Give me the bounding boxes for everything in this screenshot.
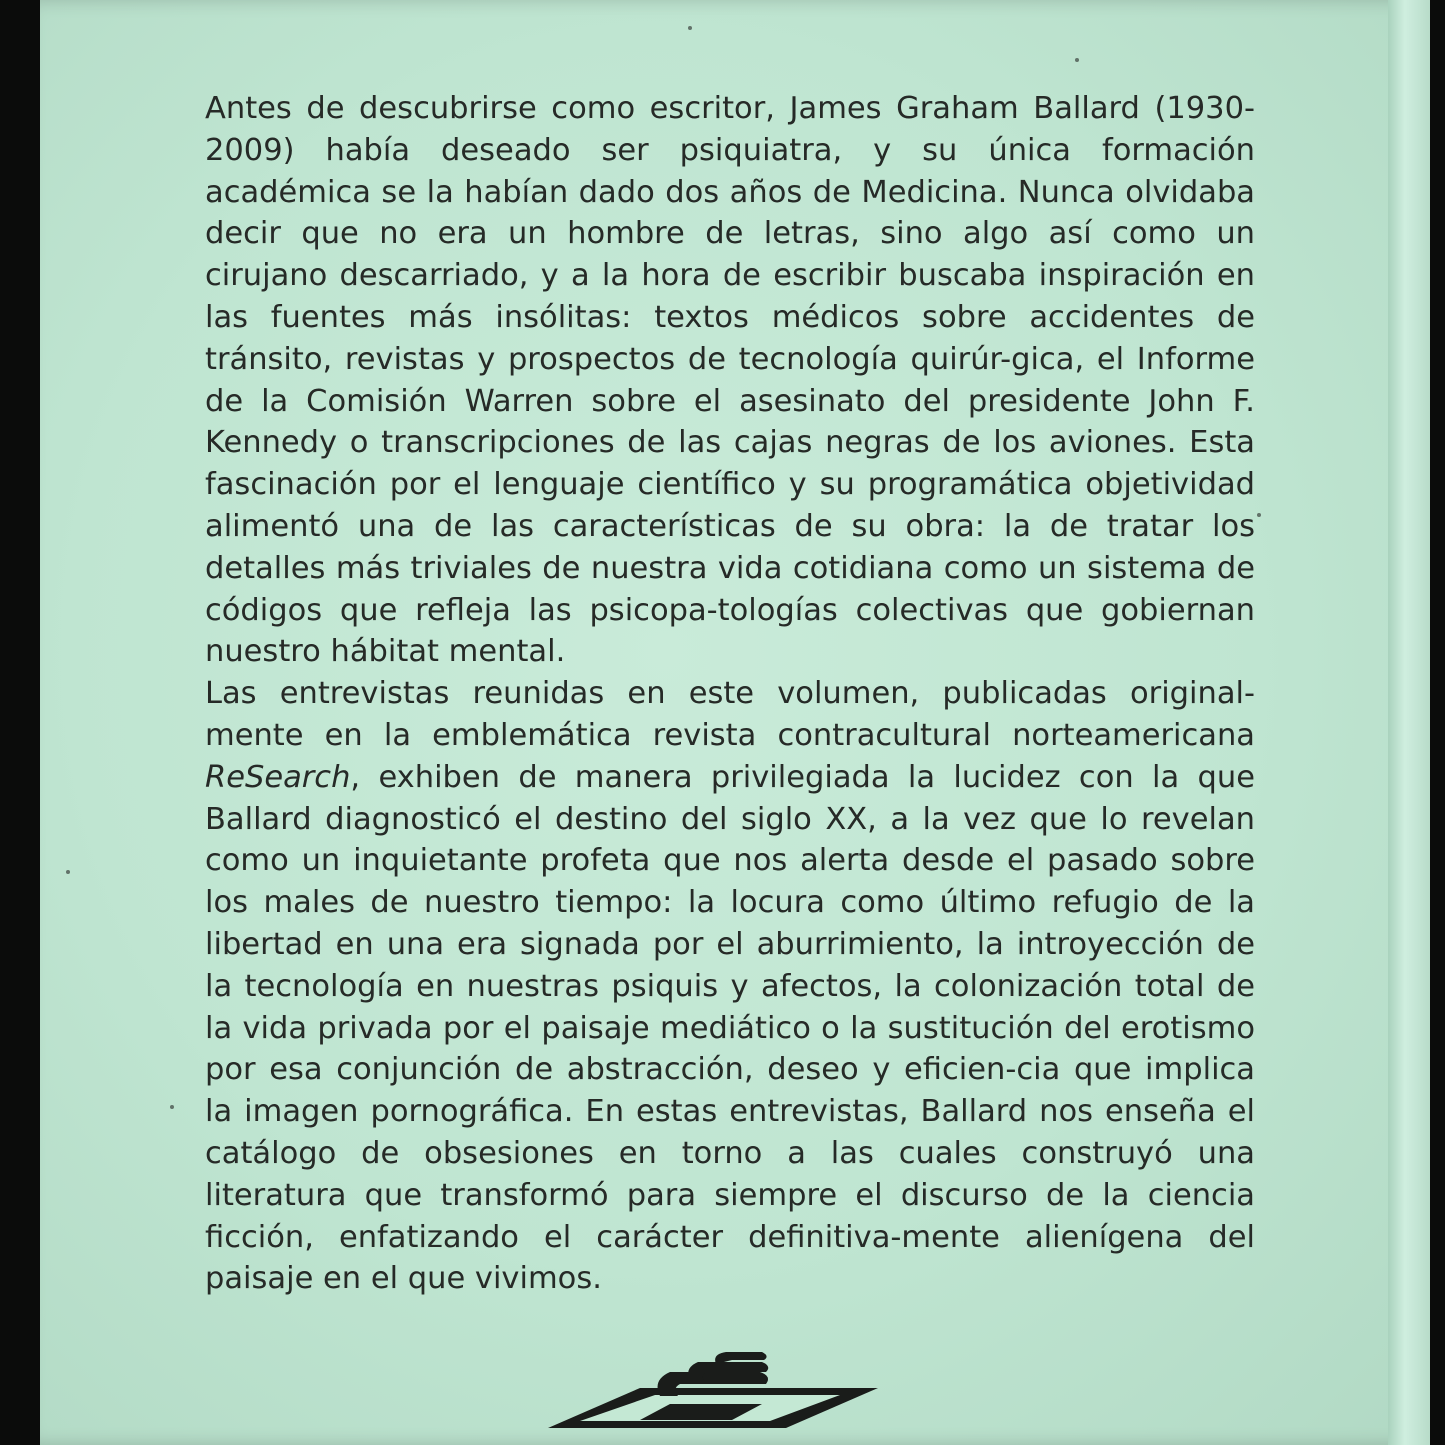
text-line: cia que implica la imagen pornográfica. En estas entrevistas, bbox=[205, 1052, 1255, 1130]
dust-speck bbox=[66, 870, 70, 874]
text-line: inspiración en las fuentes más insólitas: textos médicos sobre bbox=[205, 258, 1255, 335]
text-line: (1930-2009) había deseado ser psiquiatra, y su única formación bbox=[205, 91, 1255, 168]
text-line: Las entrevistas reunidas en este volumen, publicadas original- bbox=[205, 676, 1255, 712]
text-line: total de la vida privada por el paisaje mediático o la sustitución bbox=[205, 968, 1255, 1046]
text-line: académica se la habían dado dos años de Medicina. Nunca bbox=[205, 174, 1115, 210]
blurb-paragraph-1 bbox=[205, 88, 1255, 673]
text-line: Ballard diagnosticó el destino del siglo XX, a la vez que lo revelan bbox=[205, 801, 1255, 837]
text-line: mente alienígena del paisaje en el que vivimos. bbox=[205, 1219, 1255, 1297]
text-line: mente en la emblemática revista contracultural norteamericana bbox=[205, 717, 1255, 753]
magazine-title: ReSearch bbox=[205, 759, 351, 795]
dust-speck bbox=[688, 26, 692, 30]
text-line: programática objetividad alimentó una de las características de bbox=[205, 467, 1255, 544]
text-line: presidente John F. Kennedy o transcripciones de las cajas negras bbox=[205, 383, 1255, 461]
text-line: su obra: la de tratar los detalles más triviales de nuestra vida bbox=[205, 508, 1256, 586]
blurb-paragraph-2 bbox=[205, 673, 1255, 1300]
text-line: los males de nuestro tiempo: la locura como último refugio de la bbox=[205, 885, 1255, 921]
blurb-text bbox=[205, 88, 1255, 1300]
text-line: accidentes de tránsito, revistas y prospectos de tecnología quirúr- bbox=[205, 299, 1255, 377]
text-line: discurso de la ciencia ficción, enfatizando el carácter definitiva- bbox=[205, 1177, 1255, 1255]
dust-speck bbox=[1075, 58, 1079, 62]
text-line: de la tecnología en nuestras psiquis y afectos, la colonización bbox=[205, 926, 1255, 1004]
book-spine-edge bbox=[1388, 0, 1430, 1445]
text-line: del erotismo por esa conjunción de abstracción, deseo y eficien- bbox=[205, 1010, 1255, 1088]
text-line: olvidaba decir que no era un hombre de letras, sino algo así bbox=[205, 174, 1255, 252]
dust-speck bbox=[1257, 513, 1261, 517]
text-line: gica, el Informe de la Comisión Warren sobre el asesinato del bbox=[205, 341, 1255, 419]
publisher-logo-icon bbox=[540, 1350, 880, 1445]
dust-speck bbox=[170, 1105, 174, 1109]
text-line: libertad en una era signada por el aburrimiento, la introyección bbox=[205, 926, 1204, 962]
text-line: tologías colectivas que gobiernan nuestro hábitat mental. bbox=[205, 592, 1255, 670]
text-line: Ballard nos enseña el catálogo de obsesiones en torno a las bbox=[205, 1094, 1255, 1171]
text-line: cuales construyó una literatura que transformó para siempre el bbox=[205, 1135, 1255, 1213]
text-line: como un inquietante profeta que nos alerta desde el pasado sobre bbox=[205, 843, 1255, 879]
text-line: como un cirujano descarriado, y a la hora de escribir buscaba bbox=[205, 216, 1255, 294]
text-line: , exhiben de manera privilegiada la lucidez con la que bbox=[350, 759, 1255, 795]
text-line: Antes de descubrirse como escritor, James Graham Ballard bbox=[205, 91, 1140, 126]
text-line: cotidiana como un sistema de códigos que refleja las psicopa- bbox=[205, 550, 1255, 628]
text-line: de los aviones. Esta fascinación por el lenguaje científico y su bbox=[205, 425, 1255, 503]
